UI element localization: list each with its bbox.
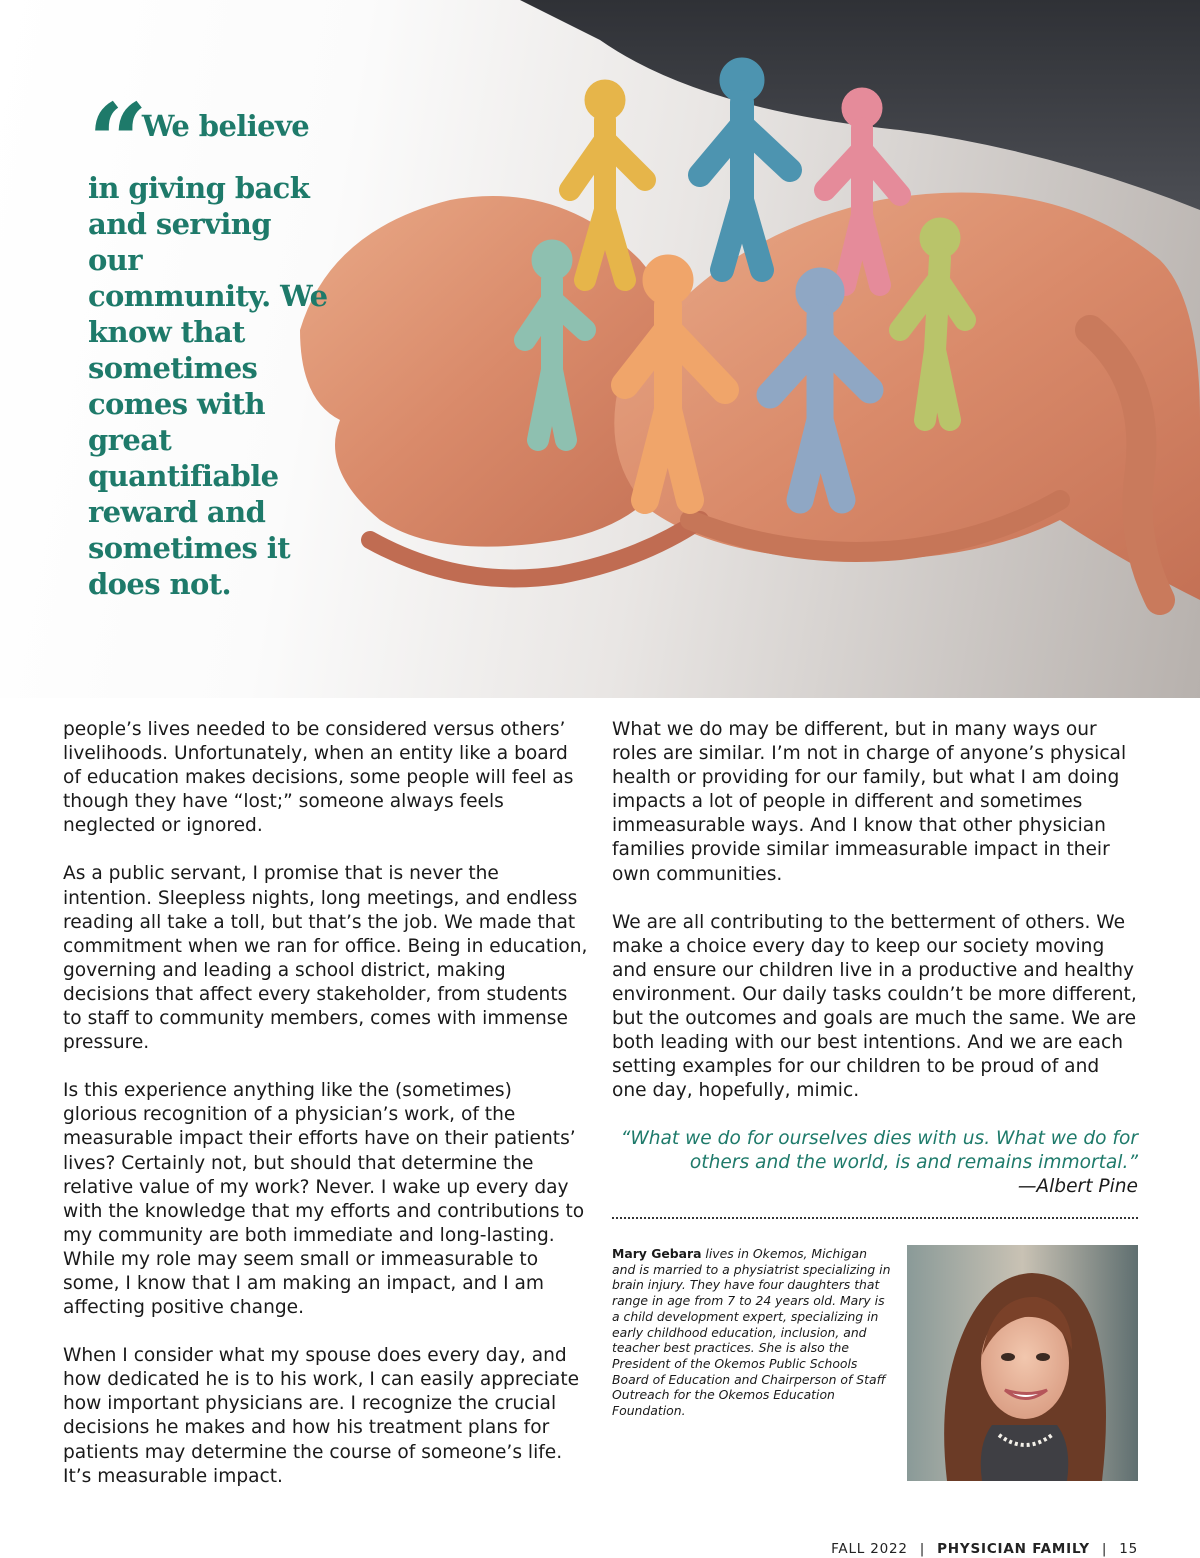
page-footer xyxy=(831,1541,1138,1557)
paragraph: We are all contributing to the betterment of others. We make a choice every day to keep our society moving and ensure our children live in a productive and healthy environment. Our daily tasks couldn’t be more different, but the outcomes and goals are much the same. We are both leading with our best intentions. And we are each setting examples for our children to be proud of and one day, hopefully, mimic. xyxy=(612,911,1137,1102)
author-bio-text: lives in Okemos, Michigan and is married to a physiatrist specializing in brain injury. They have four daughters that range in age from 7 to 24 years old. Mary is a child development expert, specializing in early childhood education, inclusion, and teacher best practices. She is also the President of the Okemos Public Schools Board of Education and Chairperson of Staff Outreach for the Okemos Education Foundation. xyxy=(612,1246,891,1419)
closing-quote-text: “What we do for ourselves dies with us. What we do for others and the world, is and remains immortal.” xyxy=(620,1128,1138,1174)
issue-label: FALL 2022 xyxy=(831,1541,908,1557)
paragraph: As a public servant, I promise that is never the intention. Sleepless nights, long meetings, and endless reading all take a toll, but that’s the job. We made that commitment when we ran for office. Being in education, governing and leading a school district, making decisions that affect every stakeholder, from students to staff to community members, comes with immense pressure. xyxy=(63,863,588,1054)
magazine-name: PHYSICIAN FAMILY xyxy=(937,1541,1090,1557)
author-photo xyxy=(907,1245,1138,1481)
left-column xyxy=(63,718,589,1513)
author-name: Mary Gebara xyxy=(612,1246,702,1261)
footer-separator: | xyxy=(919,1541,926,1557)
closing-quote xyxy=(612,1127,1138,1199)
author-portrait-icon xyxy=(907,1245,1138,1481)
pull-quote xyxy=(88,80,328,602)
pull-quote-text: We believe in giving back and serving our community. We know that sometimes comes with great quantifiable reward and sometimes it does not. xyxy=(88,109,328,601)
closing-quote-attribution: —Albert Pine xyxy=(1017,1176,1138,1198)
paragraph: What we do may be different, but in many ways our roles are similar. I’m not in charge of anyone’s physical health or providing for our family, but what I am doing impacts a lot of people in different and sometimes immeasurable ways. And I know that other physician families provide similar immeasurable impact in their own communities. xyxy=(612,719,1127,885)
paragraph: people’s lives needed to be considered versus others’ livelihoods. Unfortunately, when an entity like a board of education makes decisions, some people will feel as though they have “lost;” someone always feels neglected or ignored. xyxy=(63,719,574,837)
footer-separator: | xyxy=(1101,1541,1108,1557)
page-number: 15 xyxy=(1119,1541,1138,1557)
right-column xyxy=(612,718,1138,1199)
paragraph: When I consider what my spouse does every day, and how dedicated he is to his work, I can easily appreciate how important physicians are. I recognize the crucial decisions he makes and how his treatment plans for patients may determine the course of someone’s life. It’s measurable impact. xyxy=(63,1345,580,1487)
author-bio xyxy=(612,1246,894,1419)
dotted-divider xyxy=(612,1217,1138,1219)
hero-image xyxy=(0,0,1200,698)
paragraph: Is this experience anything like the (sometimes) glorious recognition of a physician’s work, of the measurable impact their efforts have on their patients’ lives? Certainly not, but should that determine the relative value of my work? Never. I wake up every day with the knowledge that my efforts and contributions to my community are both immediate and long-lasting. While my role may seem small or immeasurable to some, I know that I am making an impact, and I am affecting positive change. xyxy=(63,1080,585,1319)
quote-mark-icon: “ xyxy=(88,80,138,203)
